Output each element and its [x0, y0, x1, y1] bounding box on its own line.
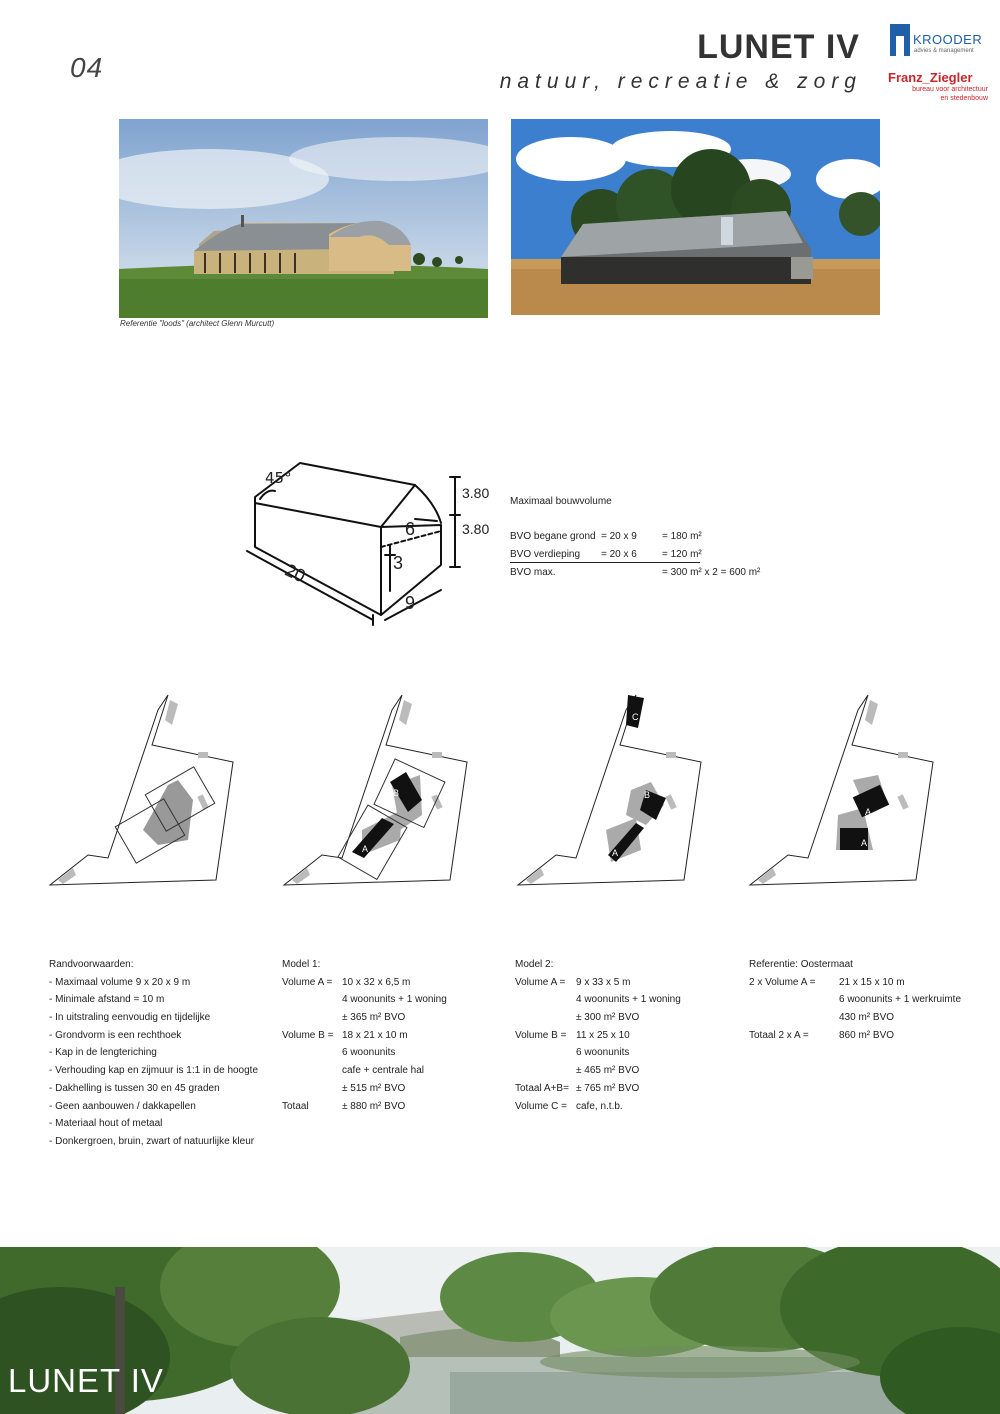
spec-row	[282, 1044, 507, 1062]
sketch-dim-inner: 6	[405, 519, 416, 539]
spec-row	[515, 1044, 740, 1062]
page-number: 04	[70, 52, 104, 83]
site-plan-model-2	[516, 690, 716, 900]
sketch-dim-width: 9	[405, 593, 416, 613]
franz-ziegler-logo-name: Franz_Ziegler	[888, 70, 973, 85]
plan-label-a: A	[612, 848, 619, 858]
referentie-column	[749, 956, 989, 1044]
spec-value: 6 woonunits + 1 werkruimte	[839, 994, 962, 1006]
spec-row	[515, 991, 740, 1009]
volume-row-result: = 180 m²	[662, 531, 702, 542]
spec-row	[515, 974, 740, 992]
sketch-dim-length: 20	[281, 559, 309, 587]
spec-label: Totaal 2 x A =	[749, 1029, 809, 1041]
spec-value: cafe, n.t.b.	[576, 1100, 623, 1112]
sketch-dim-top: 3.80	[462, 485, 490, 501]
volume-heading: Maximaal bouwvolume	[510, 496, 612, 507]
list-item: - Kap in de lengteriching	[49, 1047, 157, 1059]
spec-row	[282, 1098, 507, 1116]
spec-row	[515, 1027, 740, 1045]
spec-row	[749, 974, 989, 992]
spec-row	[282, 1009, 507, 1027]
spec-value: 4 woonunits + 1 woning	[576, 994, 681, 1006]
spec-value: 860 m² BVO	[839, 1029, 895, 1041]
banner-title: LUNET IV	[8, 1362, 164, 1399]
volume-row-result: = 120 m²	[662, 549, 702, 560]
column-heading: Referentie: Oostermaat	[749, 959, 853, 970]
spec-value: 18 x 21 x 10 m	[342, 1029, 408, 1041]
list-item: - Geen aanbouwen / dakkapellen	[49, 1100, 196, 1112]
list-item: - Verhouding kap en zijmuur is 1:1 in de hoogte	[49, 1065, 259, 1077]
spec-value: 11 x 25 x 10	[576, 1029, 630, 1041]
list-item: - Materiaal hout of metaal	[49, 1118, 163, 1130]
plan-label-a: A	[362, 844, 369, 854]
list-item: - Donkergroen, bruin, zwart of natuurlijke kleur	[49, 1135, 255, 1147]
spec-row	[515, 1062, 740, 1080]
spec-row	[749, 1009, 989, 1027]
list-item: - Maximaal volume 9 x 20 x 9 m	[49, 976, 191, 988]
spec-label: Volume C =	[515, 1100, 567, 1112]
krooder-logo	[890, 24, 983, 60]
reference-photo-2	[511, 119, 880, 315]
volume-row-label: BVO verdieping	[510, 549, 581, 560]
franz-ziegler-logo-line2: en stedenbouw	[940, 95, 988, 102]
krooder-logo-tagline: advies & management	[914, 48, 974, 54]
page-subtitle: natuur, recreatie & zorg	[499, 70, 862, 93]
building-volume-sketch	[245, 455, 495, 630]
list-item: - In uitstraling eenvoudig en tijdelijke	[49, 1012, 211, 1024]
volume-row-result: = 300 m² x 2 = 600 m²	[662, 567, 761, 578]
page-title: LUNET IV	[697, 28, 860, 66]
plan-label-a: A	[865, 807, 872, 817]
spec-value: 21 x 15 x 10 m	[839, 976, 905, 988]
spec-label: Volume B =	[282, 1029, 334, 1041]
model-1-column	[282, 956, 507, 1115]
volume-row-label: BVO max.	[510, 567, 556, 578]
spec-value: ± 765 m² BVO	[576, 1082, 640, 1094]
spec-row	[749, 1027, 989, 1045]
column-heading: Model 2:	[515, 959, 554, 970]
list-item: - Grondvorm is een rechthoek	[49, 1029, 182, 1041]
spec-value: 10 x 32 x 6,5 m	[342, 976, 411, 988]
spec-row	[282, 991, 507, 1009]
spec-row	[282, 1080, 507, 1098]
plan-label-b: B	[393, 788, 400, 798]
spec-label: Totaal A+B=	[515, 1082, 569, 1094]
spec-row	[749, 991, 989, 1009]
spec-row	[282, 1062, 507, 1080]
randvoorwaarden-column	[49, 956, 274, 1151]
spec-value: 430 m² BVO	[839, 1012, 895, 1024]
volume-row-label: BVO begane grond	[510, 531, 596, 542]
plan-label-b: B	[644, 790, 651, 800]
spec-row	[515, 1080, 740, 1098]
column-heading: Model 1:	[282, 959, 321, 970]
spec-row	[515, 1098, 740, 1116]
spec-value: 6 woonunits	[576, 1047, 630, 1059]
spec-row	[282, 1027, 507, 1045]
site-plan-randvoorwaarden	[48, 690, 248, 900]
site-plan-model-1	[282, 690, 482, 900]
franz-ziegler-logo-line1: bureau voor architectuur	[912, 86, 988, 93]
site-plan-referentie	[748, 690, 948, 900]
spec-value: ± 465 m² BVO	[576, 1065, 640, 1077]
spec-label: Volume A =	[282, 976, 333, 988]
spec-value: ± 880 m² BVO	[342, 1100, 406, 1112]
photo-caption: Referentie "loods" (architect Glenn Murcutt)	[120, 319, 275, 328]
spec-value: 9 x 33 x 5 m	[576, 976, 631, 988]
spec-label: Totaal	[282, 1100, 309, 1112]
volume-row-formula: = 20 x 6	[601, 549, 637, 560]
franz-ziegler-logo	[888, 70, 988, 103]
spec-row	[515, 1009, 740, 1027]
spec-value: 4 woonunits + 1 woning	[342, 994, 447, 1006]
spec-value: ± 365 m² BVO	[342, 1012, 406, 1024]
sketch-angle-label: 45°	[265, 469, 292, 487]
spec-label: Volume B =	[515, 1029, 567, 1041]
spec-value: ± 300 m² BVO	[576, 1012, 640, 1024]
model-2-column	[515, 956, 740, 1115]
volume-divider	[510, 562, 700, 563]
reference-photo-1	[119, 119, 488, 318]
plan-label-a: A	[861, 838, 868, 848]
plan-label-c: C	[632, 712, 639, 722]
spec-row	[282, 974, 507, 992]
volume-row-formula: = 20 x 9	[601, 531, 637, 542]
spec-label: Volume A =	[515, 976, 566, 988]
list-item: - Dakhelling is tussen 30 en 45 graden	[49, 1082, 220, 1094]
spec-label: 2 x Volume A =	[749, 976, 816, 988]
krooder-logo-name: KROODER	[913, 32, 983, 47]
krooder-logo-icon	[890, 24, 910, 56]
spec-value: ± 515 m² BVO	[342, 1082, 406, 1094]
spec-value: 6 woonunits	[342, 1047, 396, 1059]
spec-value: cafe + centrale hal	[342, 1065, 424, 1077]
sketch-dim-bottom: 3.80	[462, 521, 490, 537]
list-item: - Minimale afstand = 10 m	[49, 994, 165, 1006]
column-heading: Randvoorwaarden:	[49, 959, 134, 970]
sketch-dim-wall: 3	[393, 553, 404, 573]
